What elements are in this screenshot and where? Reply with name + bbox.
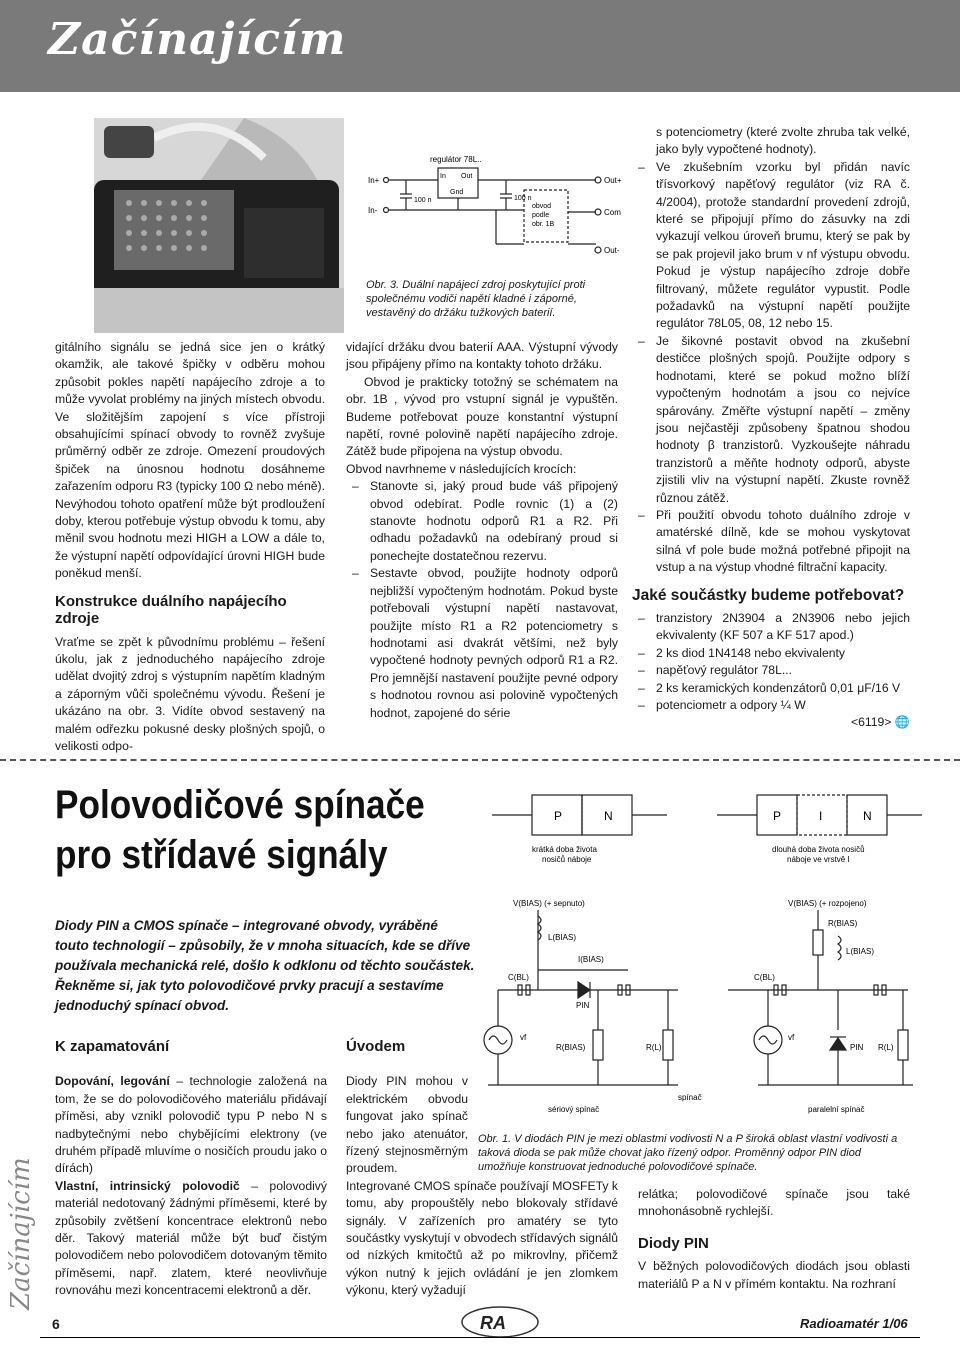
article-title-line-2: pro střídavé signály <box>55 833 388 877</box>
globe-icon: 🌐 <box>894 715 910 730</box>
magazine-logo <box>460 1305 540 1339</box>
remember-box <box>55 1038 327 1300</box>
label-in-plus: In+ <box>368 176 380 185</box>
label-vbias-on: V(BIAS) (+ sepnuto) <box>513 899 585 908</box>
label-pin: PIN <box>576 1001 590 1010</box>
list-item: – Při použití obvodu tohoto duálního zdroje v amatérské dílně, kde se mohou vyskytovat silná vf pole bude možná potřebné připojit na vstup a na výstup vhodné filtrační kapacity. <box>632 507 910 577</box>
parts-item: – tranzistory 2N3904 a 2N3906 nebo jejich ekvivalenty (KF 507 a KF 517 apod.) <box>632 610 910 645</box>
label-rbias: R(BIAS) <box>556 1043 586 1052</box>
label-p-right: P <box>773 809 782 823</box>
svg-text:RA: RA <box>480 1313 506 1333</box>
parts-item: – 2 ks keramických kondenzátorů 0,01 μF/16 V <box>632 680 910 697</box>
pin-structure-diagrams <box>492 780 922 875</box>
logo-graphic <box>460 1305 540 1339</box>
term-intrinsic: Vlastní, intrinsický polovodič <box>55 1178 240 1193</box>
list-item: – Je šikovné postavit obvod na zkušební destičce plošných spojů. Použijte odpory s hodnotami, které se pokud možno blíží vypočteným hodnotám a jsou co nejvíce spárovány. Změřte výstupní napětí – změny jsou nejčastěji způsobeny špatnou shodou hodnoty β tranzistorů. Vyzkoušejte náhradu tranzistorů a měňte hodnoty odporů, abyste zjistili vliv na výstupní napětí. Zkuste rovněž různou zátěž. <box>632 333 910 507</box>
label-serial: sériový spínač <box>548 1105 600 1114</box>
definition-2 <box>55 1178 327 1300</box>
column-1-top <box>55 339 325 755</box>
label-cbl: C(BL) <box>508 973 529 982</box>
definition-text: – technologie založená na tom, že se do polovodičového materiálu přidávají příměsi, aby vznikl polovodič typu P nebo N s nadbytečnými nebo chybějícími elektrony (ve druhém případě mluvíme o nosičích proudu jako o dírách) <box>55 1074 327 1176</box>
article-code-text: <6119> <box>850 715 892 730</box>
label-i-right: I <box>819 809 823 823</box>
label-out-minus: Out- <box>604 246 620 255</box>
pin-column <box>638 1186 910 1293</box>
label-ibias: I(BIAS) <box>578 955 604 964</box>
article-title <box>55 780 425 880</box>
label-out-plus: Out+ <box>604 176 622 185</box>
column-3-top <box>632 124 910 732</box>
label-regulator: regulátor 78L.. <box>430 155 482 164</box>
label-lbias: L(BIAS) <box>548 933 577 942</box>
figure-3-schematic <box>366 150 626 270</box>
label-cbl-2: C(BL) <box>754 973 775 982</box>
caption-right-2: náboje ve vrstvě I <box>787 855 850 864</box>
label-rl-2: R(L) <box>878 1043 894 1052</box>
label-p-left: P <box>554 809 563 823</box>
label-n-right: N <box>863 809 872 823</box>
label-vbias-off: V(BIAS) (+ rozpojeno) <box>788 899 867 908</box>
label-n-left: N <box>604 809 613 823</box>
paragraph: V běžných polovodičových diodách jsou oblasti materiálů P a N v přímém kontaktu. Na rozhraní <box>638 1259 910 1291</box>
label-note-3: obr. 1B <box>532 221 555 228</box>
parts-item: – napěťový regulátor 78L... <box>632 662 910 679</box>
caption-left-1: krátká doba života <box>532 845 597 854</box>
list-item: – Ve zkušebním vzorku byl přidán navíc třísvorkový napěťový regulátor (viz RA č. 4/2004), protože standardní provedení zdrojů, které se připojují přímo do zásuvky na zdi vykazují velkou úroveň brumu, který se pak by se pak projevil jako brum v nf výstupu obvodu. Pokud je výstup napájecího zdroje dobře filtrovaný, můžete regulátor vypustit. Podle požadavků na výstupní napětí použijte regulátor 78L05, 08, 12 nebo 15. <box>632 159 910 333</box>
footer-rule <box>40 1337 920 1338</box>
label-rl: R(L) <box>646 1043 662 1052</box>
label-out: Out <box>461 173 473 180</box>
paragraph: Obvod je prakticky totožný se schématem na obr. 1B , vývod pro vstupní signál je vypuštěn. Budeme potřebovat pouze konstantní výstupní napětí, rovné polovině napětí napájecího zdroje. Zátěž bude připojena na výstup obvodu. <box>346 374 618 459</box>
paragraph: s potenciometry (které zvolte zhruba tak velké, jako byly vypočtené hodnoty). <box>656 125 910 157</box>
label-com: Com <box>604 208 621 217</box>
heading-pin-diodes: Diody PIN <box>638 1234 709 1252</box>
paragraph: Diody PIN mohou v elektrickém obvodu fungovat jako spínač nebo jako atenuátor, řízený stejnosměrným proudem. <box>346 1074 468 1176</box>
parts-item: – potenciometr a odpory ¼ W <box>632 697 910 714</box>
caption-left-2: nosičů náboje <box>542 855 592 864</box>
intro-column <box>346 1038 618 1300</box>
label-vf: vf <box>520 1033 527 1042</box>
caption-right-1: dlouhá doba života nosičů <box>772 845 865 854</box>
label-note-1: obvod <box>532 203 552 210</box>
section-title: Začínajícím <box>48 14 347 65</box>
page-number: 6 <box>52 1316 60 1332</box>
paragraph: relátka; polovodičové spínače jsou také mnohonásobně rychlejší. <box>638 1187 910 1219</box>
heading-parts: Jaké součástky budeme potřebovat? <box>632 586 905 604</box>
journal-issue: Radioamatér 1/06 <box>800 1316 908 1331</box>
paragraph: gitálního signálu se jedná sice jen o krátký okamžik, ale takové špičky v odběru mohou způsobit pokles napětí napájecího zdroje a to může vyvolat problémy na jiných místech obvodu. Ve složitějším zapojení s více přístroji obsahujícími spínací obvody to rovněž zvyšuje průměrný odběr ze zdroje. Omezení proudových špiček na únosnou hodnotu dosáhneme zařazením odporu R3 (typicky 100 Ω nebo méně). Nevýhodou tohoto opatření může být prodloužení doby, kterou potřebuje výstup obvodu k tomu, aby měnil svou hodnotu mezi HIGH a LOW a dále to, že výstupní napětí odpovídající úrovni HIGH bude poněkud menší. <box>55 340 325 581</box>
device-photo <box>94 118 344 333</box>
label-switch: spínač <box>678 1093 702 1102</box>
label-rbias-2: R(BIAS) <box>828 919 858 928</box>
label-lbias-2: L(BIAS) <box>846 947 875 956</box>
paragraph: Obvod navrhneme v následujících krocích: <box>346 461 577 476</box>
pin-structure-svg <box>492 780 922 875</box>
label-cap-1: 100 n <box>414 197 432 204</box>
article-code <box>632 714 910 731</box>
heading-intro: Úvodem <box>346 1038 406 1055</box>
label-pin-2: PIN <box>850 1043 864 1052</box>
article-title-line-1: Polovodičové spínače <box>55 783 425 827</box>
label-parallel: paralelní spínač <box>808 1105 865 1114</box>
list-item: – Sestavte obvod, použijte hodnoty odporů nejbližší vypočteným hodnotám. Pokud byste potřebovali výstupní napětí nastavovat, použijte místo R1 a R2 potenciometry s hodnotami asi dvakrát většími, než byly vypočtené hodnoty pevných odporů R1 a R2. Pro jemnější nastavení použijte pevné odpory s hodnotou rovnou asi polovině vypočtených hodnot, zapojené do série <box>346 565 618 722</box>
sidebar-section-word: Začínajícím <box>6 1157 36 1310</box>
label-in-minus: In- <box>368 206 378 215</box>
paragraph: Vraťme se zpět k původnímu problému – řešení úkolu, jak z jednoduchého napájecího zdroje udělat dvojitý zdroj s výstupním napětím kladným a záporným vůči společnému vývodu. Řešení je ukázáno na obr. 3. Vidíte obvod sestavený na malém odřezku pokusné desky plošných spojů, o velikosti odpo- <box>55 634 325 753</box>
figure-3-caption: Obr. 3. Duální napájecí zdroj poskytující proti společnému vodiči napětí kladné i záporné, vestavěný do držáku tužkových baterií. <box>366 279 586 319</box>
heading-dual-supply: Konstrukce duálního napájecího zdroje <box>55 592 287 628</box>
label-vf-2: vf <box>788 1033 795 1042</box>
figure-1-caption: Obr. 1. V diodách PIN je mezi oblastmi vodivosti N a P široká oblast vlastní vodivosti a taková dioda se pak může chovat jako řízený odpor. Proměnný odpor PIN diod umožňuje konstruovat jednoduché polovodičové spínače. <box>478 1133 898 1173</box>
label-gnd: Gnd <box>450 189 464 196</box>
list-item: – Stanovte si, jaký proud bude váš připojený obvod odebírat. Podle rovnic (1) a (2) stanovte hodnotu odporů R1 a R2. Při odhadu požadavků na odebíraný proud si ponechejte dostatečnou rezervu. <box>346 478 618 565</box>
device-photo-image <box>94 118 344 333</box>
heading-remember: K zapamatování <box>55 1038 170 1055</box>
label-in: In <box>440 173 446 180</box>
column-2-top <box>346 339 618 722</box>
article-lead: Diody PIN a CMOS spínače – integrované obvody, vyráběné touto technologií – způsobily, že v mnoha situacích, kde se dříve používala mechanická relé, došlo k odklonu od těchto součástek. Řekněme si, jak tyto polovodičové prvky pracují a sestavíme jednoduchý spínací obvod. <box>55 918 475 1013</box>
label-cap-2: 100 n <box>514 195 532 202</box>
article-divider <box>0 759 960 761</box>
paragraph: Integrované CMOS spínače používají MOSFETy k tomu, aby propouštěly nebo blokovaly střídavé signály. V zařízeních pro amatéry se tyto součástky vyskytují v obvodech střídavých signálů od nízkých kmitočtů až po mikrovlny, přičemž výkon nutný k jejich ovládání je jen zlomkem výkonu, který vyžadují <box>346 1178 618 1298</box>
term-doping: Dopování, legování <box>55 1074 170 1089</box>
parts-item: – 2 ks diod 1N4148 nebo ekvivalenty <box>632 645 910 662</box>
schematic-diagram <box>366 150 626 270</box>
paragraph: vidající držáku dvou baterií AAA. Výstupní vývody jsou připájeny přímo na kontakty tohoto držáku. <box>346 340 618 372</box>
definition-text: – polovodivý materiál nedotovaný žádnými příměsemi, které by způsobily zvětšení koncentrace elektronů nebo děr. Takový materiál může být buď čistým polovodičem nebo polovodičem dotovaným těmito příměsemi, např. zlatem, které neovlivňuje rovnováhu mezi koncentracemi elektronů a děr. <box>55 1178 327 1298</box>
definition-1 <box>55 1073 327 1177</box>
label-note-2: podle <box>532 212 550 219</box>
